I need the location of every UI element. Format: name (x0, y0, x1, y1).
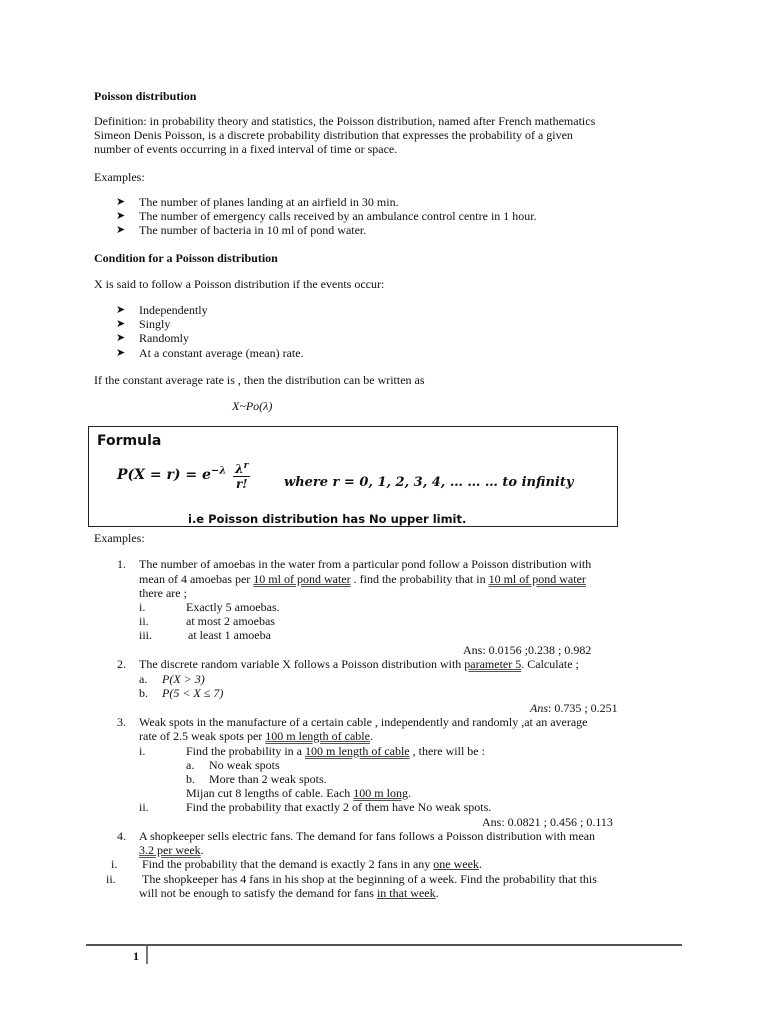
q3-sub-text: No weak spots (209, 758, 280, 772)
q3-sub-number: b. (186, 772, 195, 786)
q1-part-number: ii. (139, 614, 149, 628)
footer-divider (86, 944, 682, 946)
definition-line-3: number of events occurring in a fixed interval of time or space. (94, 142, 398, 156)
q4-part-number: ii. (106, 872, 116, 886)
formula-box (88, 426, 618, 527)
q3-part-i: Find the probability in a 100 m length of cable , there will be : (186, 744, 485, 758)
q1-part-text: Exactly 5 amoebas. (186, 600, 280, 614)
q4-part-ii-line-2: will not be enough to satisfy the demand for fans in that week. (139, 886, 439, 900)
question-number: 1. (117, 557, 126, 571)
q3-mijan: Mijan cut 8 lengths of cable. Each 100 m long. (186, 786, 411, 800)
condition-item: Independently (139, 303, 208, 317)
formula-lhs: P(X = r) = e (117, 467, 211, 483)
formula-numerator: λ (235, 462, 244, 476)
q1-line-1: The number of amoebas in the water from a particular pond follow a Poisson distribution with (139, 557, 592, 571)
arrow-bullet-icon: ➤ (116, 210, 126, 222)
example-item: The number of bacteria in 10 ml of pond water. (139, 223, 367, 237)
examples-heading: Examples: (94, 170, 145, 184)
formula-fraction (233, 459, 250, 491)
formula-numerator-exponent: r (243, 461, 249, 471)
q2-line-1: The discrete random variable X follows a Poisson distribution with parameter 5. Calculate ; (139, 657, 579, 671)
q3-line-1: Weak spots in the manufacture of a certain cable , independently and randomly ,at an average (139, 715, 588, 729)
poisson-notation: X~Po(λ) (232, 399, 273, 413)
q3-part-number: ii. (139, 800, 149, 814)
condition-item: Randomly (139, 331, 189, 345)
arrow-bullet-icon: ➤ (116, 224, 126, 236)
q1-part-text: at least 1 amoeba (188, 628, 271, 642)
q2-part-text: P(5 < X ≤ 7) (162, 686, 224, 700)
example-item: The number of planes landing at an airfield in 30 min. (139, 195, 399, 209)
formula-exponent: −λ (210, 465, 227, 477)
q3-answer: Ans: 0.0821 ; 0.456 ; 0.113 (482, 815, 613, 829)
examples2-heading: Examples: (94, 531, 145, 545)
q4-part-number: i. (111, 857, 118, 871)
arrow-bullet-icon: ➤ (116, 304, 126, 316)
formula-note: i.e Poisson distribution has No upper limit. (188, 512, 467, 526)
q1-line-3: there are ; (139, 586, 187, 600)
q4-part-i: Find the probability that the demand is exactly 2 fans in any one week. (142, 857, 482, 871)
q2-answer: Ans: 0.735 ; 0.251 (530, 701, 618, 715)
condition-heading: Condition for a Poisson distribution (94, 251, 278, 265)
q3-line-2: rate of 2.5 weak spots per 100 m length of cable. (139, 729, 373, 743)
formula-equation (117, 459, 250, 491)
definition-line-2: Simeon Denis Poisson, is a discrete probability distribution that expresses the probability of a given (94, 128, 573, 142)
q4-part-ii-line-1: The shopkeeper has 4 fans in his shop at the beginning of a week. Find the probability that this (142, 872, 597, 886)
q3-sub-text: More than 2 weak spots. (209, 772, 327, 786)
q3-part-number: i. (139, 744, 146, 758)
q4-line-2: 3.2 per week. (139, 843, 204, 857)
footer-tick (146, 946, 148, 964)
formula-title: Formula (97, 433, 162, 449)
q1-part-text: at most 2 amoebas (186, 614, 275, 628)
q3-sub-number: a. (186, 758, 195, 772)
example-item: The number of emergency calls received by an ambulance control centre in 1 hour. (139, 209, 537, 223)
question-number: 4. (117, 829, 126, 843)
arrow-bullet-icon: ➤ (116, 318, 126, 330)
arrow-bullet-icon: ➤ (116, 332, 126, 344)
q2-part-number: a. (139, 672, 148, 686)
condition-item: At a constant average (mean) rate. (139, 346, 304, 360)
q1-part-number: iii. (139, 628, 153, 642)
definition-line-1: Definition: in probability theory and statistics, the Poisson distribution, named after French mathematics (94, 114, 596, 128)
rate-sentence: If the constant average rate is , then the distribution can be written as (94, 373, 425, 387)
condition-intro: X is said to follow a Poisson distribution if the events occur: (94, 277, 385, 291)
arrow-bullet-icon: ➤ (116, 347, 126, 359)
formula-where: where r = 0, 1, 2, 3, 4, … … … to infinity (284, 475, 574, 490)
q1-answer: Ans: 0.0156 ;0.238 ; 0.982 (463, 643, 592, 657)
condition-item: Singly (139, 317, 171, 331)
question-number: 2. (117, 657, 126, 671)
formula-denominator: r! (235, 477, 248, 491)
arrow-bullet-icon: ➤ (116, 196, 126, 208)
page-number: 1 (133, 949, 139, 963)
q3-part-ii: Find the probability that exactly 2 of them have No weak spots. (186, 800, 492, 814)
q1-part-number: i. (139, 600, 146, 614)
question-number: 3. (117, 715, 126, 729)
q2-part-number: b. (139, 686, 148, 700)
q1-line-2: mean of 4 amoebas per 10 ml of pond water . find the probability that in 10 ml of pond water (139, 572, 586, 586)
q4-line-1: A shopkeeper sells electric fans. The demand for fans follows a Poisson distribution with mean (139, 829, 596, 843)
page-title: Poisson distribution (94, 89, 197, 103)
q2-part-text: P(X > 3) (162, 672, 205, 686)
